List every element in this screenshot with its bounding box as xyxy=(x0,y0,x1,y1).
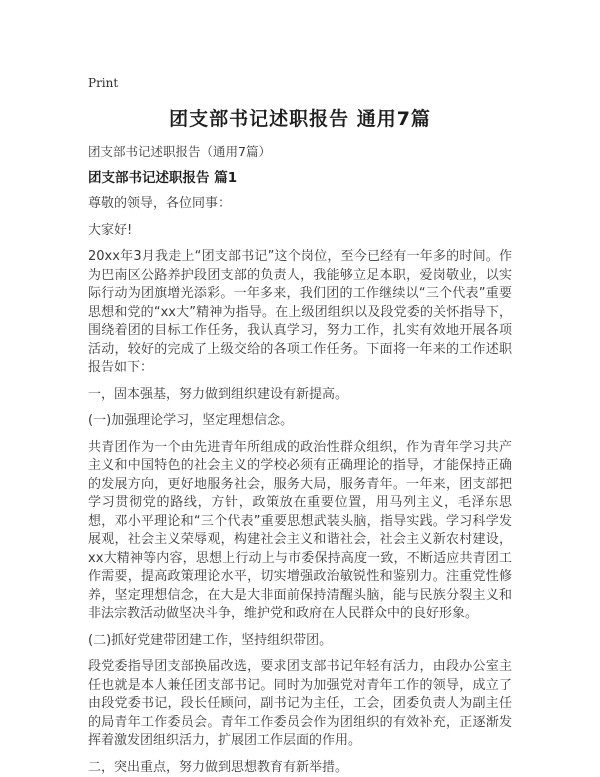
salutation-line: 大家好! xyxy=(88,222,512,241)
greeting-line: 尊敬的领导，各位同事： xyxy=(88,195,512,214)
intro-paragraph: 20xx年3月我走上“团支部书记”这个岗位，至今已经有一年多的时间。作为巴南区公路养护段团支部的负责人，我能够立足本职，爱岗敬业，以实际行动为团旗增光添彩。一年多来，我们团的工作继续以“三个代表”重要思想和党的“xx大”精神为指导。在上级团组织以及段党委的关怀指导下，围绕着团的目标工作任务，我认真学习，努力工作，扎实有效地开展各项活动，较好的完成了上级交给的各项工作任务。下面将一年来的工作述职报告如下： xyxy=(88,248,512,378)
heading-part-one-sub2: (二)抓好党建带团建工作，坚持组织带团。 xyxy=(88,632,512,651)
heading-part-one: 一，固本强基，努力做到组织建设有新提高。 xyxy=(88,386,512,405)
heading-part-one-sub1: (一)加强理论学习，坚定理想信念。 xyxy=(88,412,512,431)
document-subtitle: 团支部书记述职报告（通用7篇） xyxy=(88,143,512,160)
print-button[interactable]: Print xyxy=(88,76,118,90)
document-title: 团支部书记述职报告 通用7篇 xyxy=(88,108,512,131)
paragraph-party-league-building: 段党委指导团支部换届改选，要求团支部书记年轻有活力，由段办公室主任也就是本人兼任团支部书记。同时为加强党对青年工作的领导，成立了由段党委书记，段长任顾问，副书记为主任，工会，团委负责人为副主任的局青年工作委员会。青年工作委员会作为团组织的有效补充，正逐渐发挥着激发团组织活力，扩展团工作层面的作用。 xyxy=(88,658,512,751)
heading-part-two: 二，突出重点，努力做到思想教育有新举措。 xyxy=(88,759,512,777)
paragraph-theory-study: 共青团作为一个由先进青年所组成的政治性群众组织，作为青年学习共产主义和中国特色的社会主义的学校必须有正确理论的指导，才能保持正确的发展方向，更好地服务社会，服务大局，服务青年。一年来，团支部把学习贯彻党的路线，方针，政策放在重要位置，用马列主义，毛泽东思想，邓小平理论和“三个代表”重要思想武装头脑，指导实践。学习科学发展观，社会主义荣辱观，构建社会主义和谐社会，社会主义新农村建设，xx大精神等内容，思想上行动上与市委保持高度一致，不断适应共青团工作需要，提高政策理论水平，切实增强政治敏锐性和鉴别力。注重党性修养，坚定理想信念，在大是大非面前保持清醒头脑，能与民族分裂主义和非法宗教活动做坚决斗争，维护党和政府在人民群众中的良好形象。 xyxy=(88,439,512,624)
section-heading-part1: 团支部书记述职报告 篇1 xyxy=(88,169,512,187)
